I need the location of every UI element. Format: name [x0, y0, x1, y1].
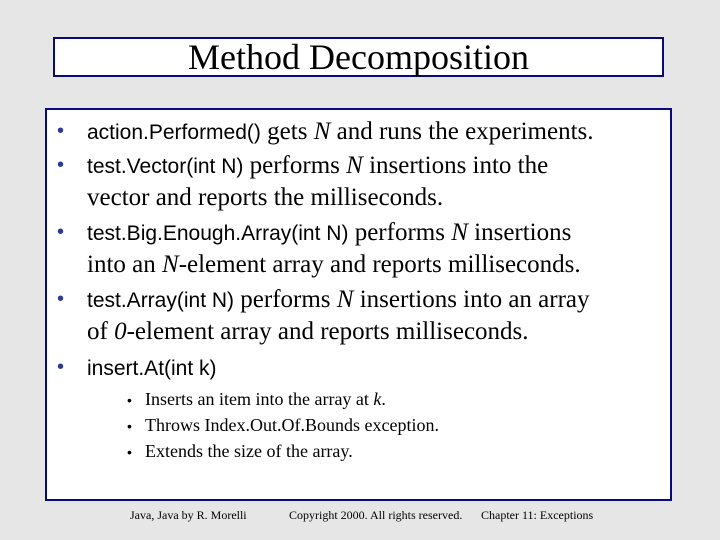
- sub-bullet-item: • Inserts an item into the array at k.: [127, 386, 386, 413]
- footer-credit: Java, Java by R. Morelli: [130, 508, 247, 522]
- bullet-item: • action.Performed() gets N and runs the experiments.: [57, 118, 594, 145]
- method-name: action.Performed(): [87, 121, 261, 144]
- slide-title: Method Decomposition: [188, 37, 529, 77]
- method-name: insert.At(int k): [87, 357, 217, 380]
- bullet-item: • test.Big.Enough.Array(int N) performs N insertions into an N-element array and reports milliseconds.: [57, 219, 581, 278]
- footer-copyright: Copyright 2000. All rights reserved.: [289, 508, 463, 522]
- bullet-dot-icon: •: [57, 120, 65, 142]
- sub-bullet-dot-icon: •: [127, 418, 132, 434]
- sub-bullet-dot-icon: •: [127, 444, 132, 460]
- method-name: test.Array(int N): [87, 289, 235, 312]
- bullet-dot-icon: •: [57, 221, 65, 243]
- sub-bullet-dot-icon: •: [127, 392, 132, 408]
- footer-chapter: Chapter 11: Exceptions: [481, 508, 594, 522]
- method-name: test.Vector(int N): [87, 155, 244, 178]
- bullet-dot-icon: •: [57, 356, 65, 378]
- title-box: [53, 37, 664, 77]
- bullet-dot-icon: •: [57, 288, 65, 310]
- sub-bullet-item: • Throws Index.Out.Of.Bounds exception.: [127, 412, 439, 439]
- sub-bullet-item: • Extends the size of the array.: [127, 438, 353, 465]
- bullet-item: • test.Array(int N) performs N insertions into an array of 0-element array and reports milliseconds.: [57, 286, 590, 345]
- bullet-item: • test.Vector(int N) performs N insertions into the vector and reports the milliseconds.: [57, 152, 549, 211]
- content-box: [45, 108, 672, 501]
- method-name: test.Big.Enough.Array(int N): [87, 222, 349, 245]
- bullet-item: [57, 352, 667, 384]
- bullet-dot-icon: •: [57, 154, 65, 176]
